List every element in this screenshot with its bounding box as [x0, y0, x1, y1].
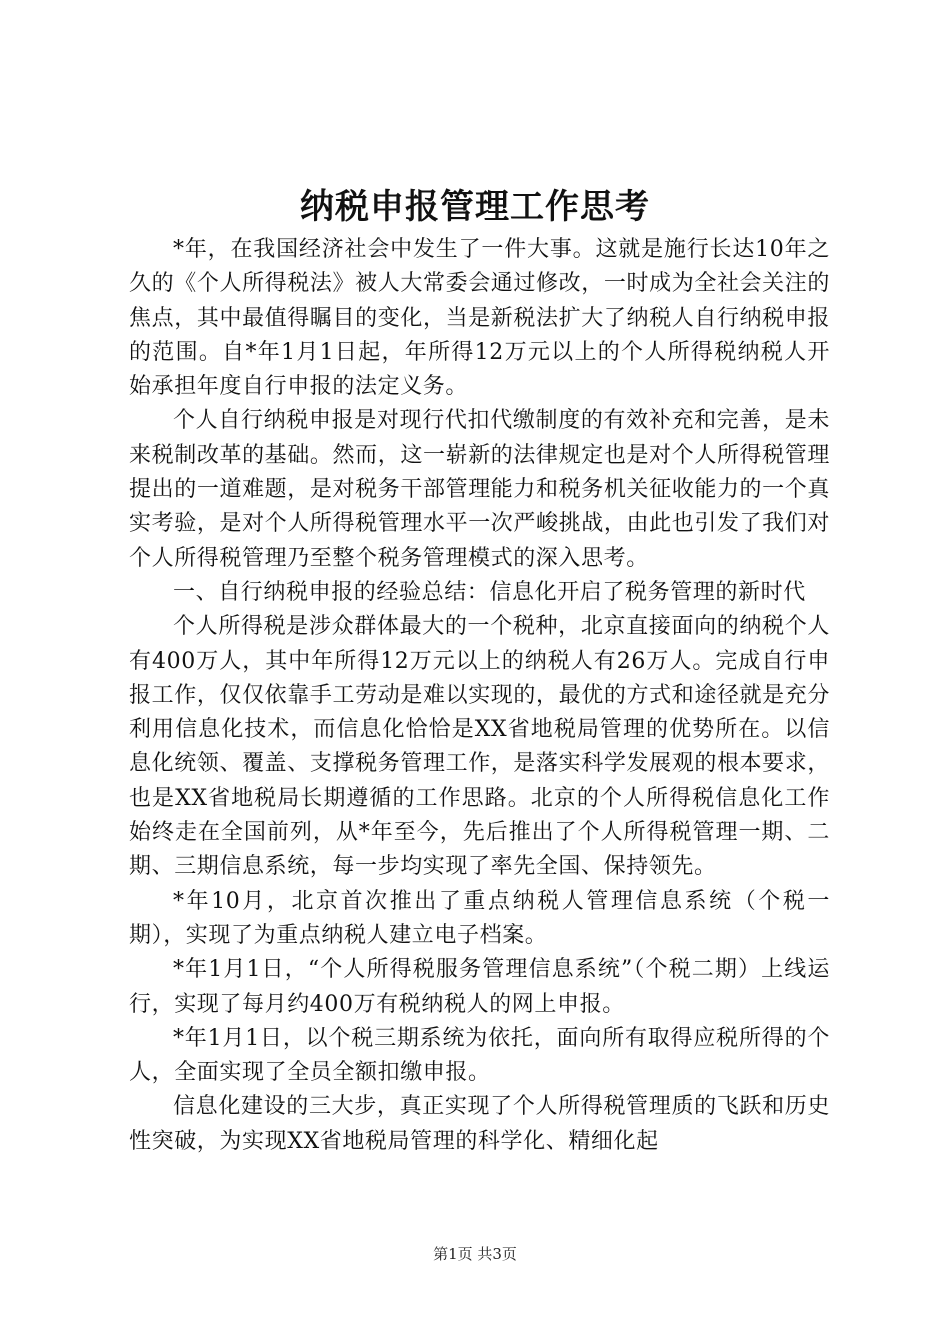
- paragraph-4: *年10月，北京首次推出了重点纳税人管理信息系统（个税一期），实现了为重点纳税人建立电子档案。: [129, 888, 830, 948]
- paragraph-2: 个人自行纳税申报是对现行代扣代缴制度的有效补充和完善，是未来税制改革的基础。然而，这一崭新的法律规定也是对个人所得税管理提出的一道难题，是对税务干部管理能力和税务机关征收能力的一个真实考验，是对个人所得税管理水平一次严峻挑战，由此也引发了我们对个人所得税管理乃至整个税务管理模式的深入思考。: [129, 408, 830, 571]
- paragraph-1: *年，在我国经济社会中发生了一件大事。这就是施行长达10年之久的《个人所得税法》被人大常委会通过修改，一时成为全社会关注的焦点，其中最值得瞩目的变化，当是新税法扩大了纳税人自行纳税申报的范围。自*年1月1日起，年所得12万元以上的个人所得税纳税人开始承担年度自行申报的法定义务。: [129, 237, 830, 400]
- section-heading-1: 一、自行纳税申报的经验总结：信息化开启了税务管理的新时代: [173, 579, 806, 605]
- paragraph-7: 信息化建设的三大步，真正实现了个人所得税管理质的飞跃和历史性突破，为实现XX省地税局管理的科学化、精细化起: [129, 1094, 830, 1154]
- paragraph-5: *年1月1日，“个人所得税服务管理信息系统”（个税二期）上线运行，实现了每月约400万有税纳税人的网上申报。: [129, 957, 830, 1017]
- paragraph-3: 个人所得税是涉众群体最大的一个税种，北京直接面向的纳税个人有400万人，其中年所得12万元以上的纳税人有26万人。完成自行申报工作，仅仅依靠手工劳动是难以实现的，最优的方式和途径就是充分利用信息化技术，而信息化恰恰是XX省地税局管理的优势所在。以信息化统领、覆盖、支撑税务管理工作，是落实科学发展观的根本要求，也是XX省地税局长期遵循的工作思路。北京的个人所得税信息化工作始终走在全国前列，从*年至今，先后推出了个人所得税管理一期、二期、三期信息系统，每一步均实现了率先全国、保持领先。: [129, 614, 830, 880]
- document-body: [129, 233, 830, 1159]
- page-footer: 第1页 共3页: [433, 1245, 517, 1263]
- document-title: 纳税申报管理工作思考: [300, 187, 650, 227]
- paragraph-6: *年1月1日，以个税三期系统为依托，面向所有取得应税所得的个人，全面实现了全员全额扣缴申报。: [129, 1025, 830, 1086]
